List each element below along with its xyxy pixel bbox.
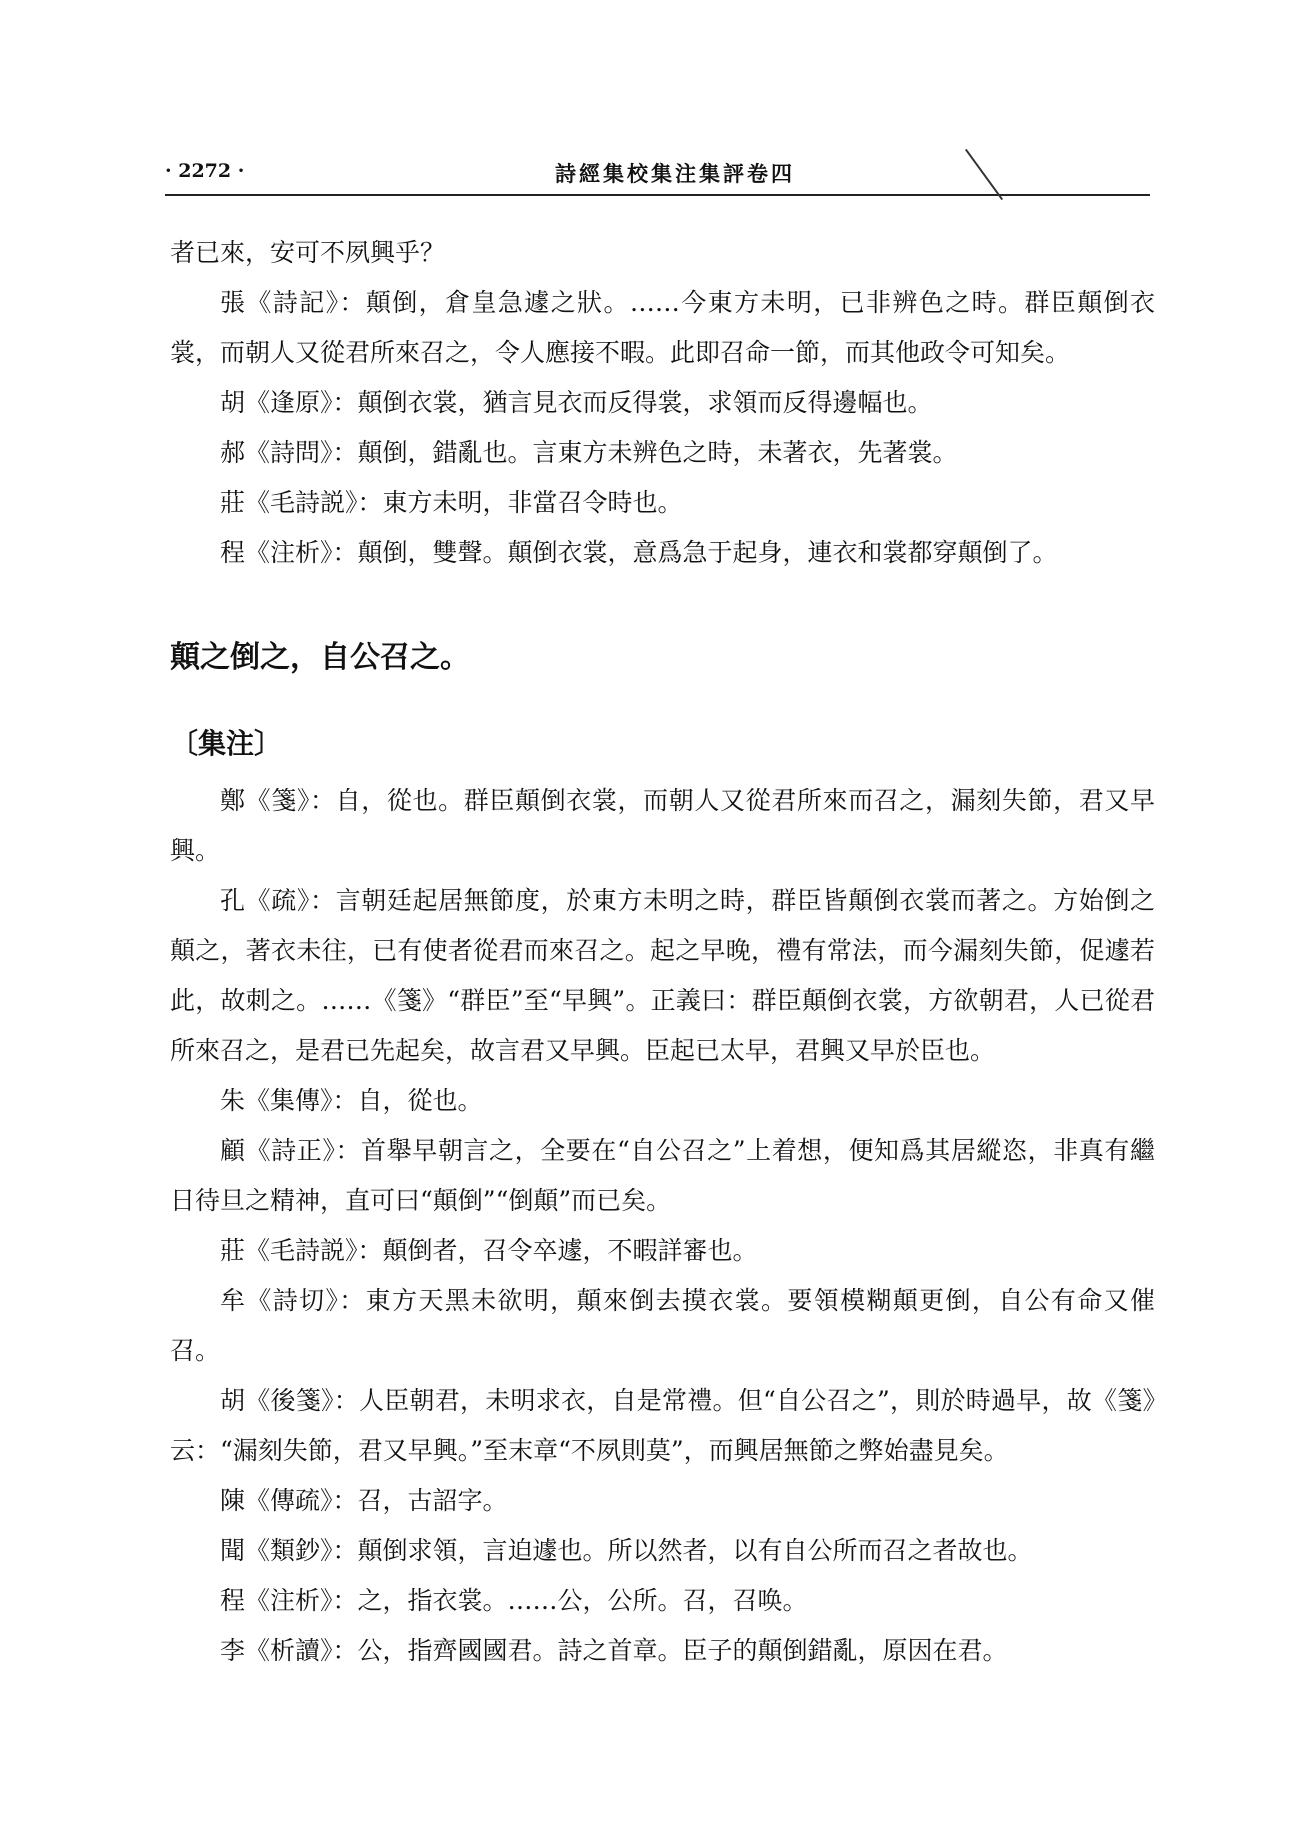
page-header <box>165 160 1150 200</box>
commentary-hu: 胡《逢原》：顛倒衣裳，猶言見衣而反得裳，求領而反得邊幅也。 <box>220 388 933 417</box>
header-stroke-mark <box>965 149 1003 200</box>
section-title: 〔集注〕 <box>170 727 283 760</box>
running-title: 詩經集校集注集評卷四 <box>555 161 795 186</box>
continued-paragraph: 者已來，安可不夙興乎？ <box>170 238 446 267</box>
commentary-hao: 郝《詩問》：顛倒，錯亂也。言東方未辨色之時，未著衣，先著裳。 <box>220 438 958 467</box>
note-cheng: 程《注析》：之，指衣裳。……公，公所。召，召唤。 <box>220 1586 808 1615</box>
note-zhu: 朱《集傳》：自，從也。 <box>220 1086 483 1115</box>
commentary-zhuang: 莊《毛詩説》：東方未明，非當召令時也。 <box>220 488 683 517</box>
note-zhuang: 莊《毛詩説》：顛倒者，召令卒遽，不暇詳審也。 <box>220 1236 758 1265</box>
page-body <box>170 228 1155 1676</box>
note-zheng: 鄭《箋》：自，從也。群臣顛倒衣裳，而朝人又從君所來而召之，漏刻失節，君又早興。 <box>170 786 1155 865</box>
verse-heading: 顛之倒之，自公召之。 <box>170 640 470 675</box>
note-hu-houjian: 胡《後箋》：人臣朝君，未明求衣，自是常禮。但“自公召之”，則於時過早，故《箋》云：“漏刻失節，君又早興。”至末章“不夙則莫”，而興居無節之弊始盡見矣。 <box>170 1386 1155 1465</box>
commentary-zhang: 張《詩記》：顛倒，倉皇急遽之狀。……今東方未明，已非辨色之時。群臣顛倒衣裳，而朝人又從君所來召之，令人應接不暇。此即召命一節，而其他政令可知矣。 <box>170 288 1155 367</box>
commentary-cheng: 程《注析》：顛倒，雙聲。顛倒衣裳，意爲急于起身，連衣和裳都穿顛倒了。 <box>220 538 1058 567</box>
note-gu: 顧《詩正》：首舉早朝言之，全要在“自公召之”上着想，便知爲其居縱恣，非真有繼日待旦之精神，直可曰“顛倒”“倒顛”而已矣。 <box>170 1136 1155 1215</box>
note-wen: 聞《類鈔》：顛倒求領，言迫遽也。所以然者，以有自公所而召之者故也。 <box>220 1536 1033 1565</box>
note-li: 李《析讀》：公，指齊國國君。詩之首章。臣子的顛倒錯亂，原因在君。 <box>220 1636 1008 1665</box>
header-rule <box>165 194 1150 196</box>
note-chen: 陳《傳疏》：召，古詔字。 <box>220 1486 508 1515</box>
page-number: · 2272 · <box>165 160 245 182</box>
note-kong: 孔《疏》：言朝廷起居無節度，於東方未明之時，群臣皆顛倒衣裳而著之。方始倒之顛之，著衣未往，已有使者從君而來召之。起之早晚，禮有常法，而今漏刻失節，促遽若此，故刺之。……《箋》“群臣”至“早興”。正義曰：群臣顛倒衣裳，方欲朝君，人已從君所來召之，是君已先起矣，故言君又早興。臣起已太早，君興又早於臣也。 <box>170 886 1155 1065</box>
note-mou: 牟《詩切》：東方天黑未欲明，顛來倒去摸衣裳。要領模糊顛更倒，自公有命又催召。 <box>170 1286 1155 1365</box>
